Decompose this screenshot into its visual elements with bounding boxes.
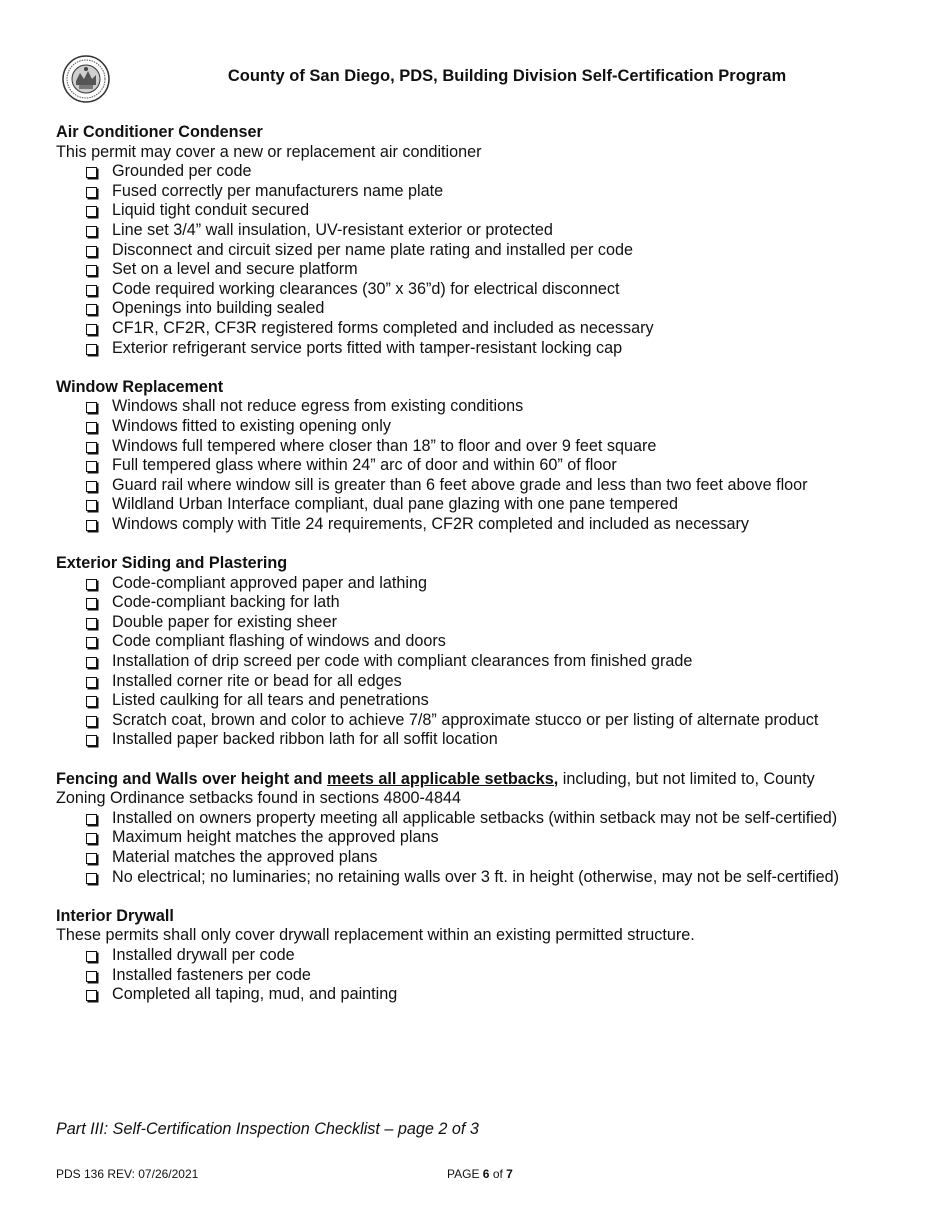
checklist-item-label: Double paper for existing sheer (112, 612, 337, 631)
section-title-interior-drywall: Interior Drywall (56, 906, 174, 925)
checkbox[interactable] (86, 579, 97, 590)
checkbox[interactable] (86, 677, 97, 688)
checkbox[interactable] (86, 833, 97, 844)
checklist-item (56, 476, 916, 496)
fencing-title-rest: including, but not limited to, County (558, 769, 815, 788)
checklist-item-label: Code-compliant approved paper and lathing (112, 573, 427, 592)
page-header-title: County of San Diego, PDS, Building Division Self-Certification Program (227, 67, 787, 85)
checklist-item (56, 515, 916, 535)
section-title-exterior-siding: Exterior Siding and Plastering (56, 554, 288, 573)
checklist-item-label: Installed drywall per code (112, 945, 295, 964)
checklist-item (56, 495, 916, 515)
checkbox[interactable] (86, 167, 97, 178)
checklist-item (56, 339, 916, 359)
page-label: PAGE (447, 1167, 483, 1181)
checklist-item (56, 182, 916, 202)
checklist-item-label: Openings into building sealed (112, 299, 325, 318)
checklist-interior-drywall (56, 946, 916, 1005)
checkbox[interactable] (86, 402, 97, 413)
checklist-item (56, 260, 916, 280)
checklist-item-label: Wildland Urban Interface compliant, dual pane glazing with one pane tempered (112, 495, 679, 514)
section-intro-air-conditioner: This permit may cover a new or replacement air conditioner (56, 142, 482, 161)
checkbox[interactable] (86, 481, 97, 492)
checklist-item-label: Liquid tight conduit secured (112, 201, 310, 220)
checklist-item (56, 397, 916, 417)
checklist-item (56, 221, 916, 241)
checklist-item-label: No electrical; no luminaries; no retaining walls over 3 ft. in height (otherwise, may not be self-certified) (112, 867, 839, 886)
checkbox[interactable] (86, 735, 97, 746)
section-intro-interior-drywall: These permits shall only cover drywall replacement within an existing permitted structure. (56, 926, 695, 945)
checkbox[interactable] (86, 324, 97, 335)
checklist-item-label: Installed on owners property meeting all applicable setbacks (within setback may not be self-certified) (112, 808, 838, 827)
checklist-item (56, 632, 916, 652)
checklist-item (56, 437, 916, 457)
fencing-title-bold: Fencing and Walls over height and (56, 769, 328, 788)
checkbox[interactable] (86, 873, 97, 884)
checkbox[interactable] (86, 951, 97, 962)
footer-page-number (447, 1167, 513, 1181)
checkbox[interactable] (86, 971, 97, 982)
checklist-item-label: Installation of drip screed per code with compliant clearances from finished grade (112, 652, 693, 671)
checkbox[interactable] (86, 990, 97, 1001)
checklist-item-label: Windows shall not reduce egress from existing conditions (112, 397, 524, 416)
checklist-item (56, 828, 916, 848)
checklist-item-label: Fused correctly per manufacturers name plate (112, 181, 444, 200)
checklist-item (56, 574, 916, 594)
checkbox[interactable] (86, 265, 97, 276)
checkbox[interactable] (86, 206, 97, 217)
checklist-item (56, 456, 916, 476)
checkbox[interactable] (86, 461, 97, 472)
page-current: 6 (482, 1167, 490, 1181)
checkbox[interactable] (86, 500, 97, 511)
checklist-item-label: Windows full tempered where closer than 18” to floor and over 9 feet square (112, 436, 657, 455)
checklist-item (56, 613, 916, 633)
checklist-item (56, 417, 916, 437)
checklist-item (56, 299, 916, 319)
checklist-item-label: Grounded per code (112, 162, 252, 181)
checklist-item (56, 162, 916, 182)
checkbox[interactable] (86, 344, 97, 355)
checklist-item-label: Installed corner rite or bead for all edges (112, 671, 402, 690)
checklist-item (56, 946, 916, 966)
checklist-window-replacement (56, 397, 916, 534)
page-of-label: of (489, 1167, 507, 1181)
checklist-item (56, 730, 916, 750)
checklist-fencing-walls (56, 809, 916, 887)
checklist-item-label: Windows comply with Title 24 requirements, CF2R completed and included as necessary (112, 514, 749, 533)
checklist-content (56, 123, 916, 1005)
checklist-item (56, 809, 916, 829)
checkbox[interactable] (86, 304, 97, 315)
checklist-item (56, 241, 916, 261)
checklist-item (56, 319, 916, 339)
section-title-window-replacement: Window Replacement (56, 377, 224, 396)
checklist-item-label: Scratch coat, brown and color to achieve 7/8” approximate stucco or per listing of alternate product (112, 710, 819, 729)
section-title-fencing-walls (56, 770, 916, 790)
checklist-item (56, 868, 916, 888)
checkbox[interactable] (86, 716, 97, 727)
checklist-item-label: Code-compliant backing for lath (112, 593, 340, 612)
checklist-item (56, 966, 916, 986)
checklist-item-label: Full tempered glass where within 24” arc of door and within 60” of floor (112, 456, 617, 475)
checkbox[interactable] (86, 696, 97, 707)
checklist-item-label: Completed all taping, mud, and painting (112, 985, 398, 1004)
checklist-item-label: Material matches the approved plans (112, 847, 378, 866)
checkbox[interactable] (86, 442, 97, 453)
checklist-item (56, 201, 916, 221)
checkbox[interactable] (86, 598, 97, 609)
checklist-item (56, 652, 916, 672)
checklist-item-label: Guard rail where window sill is greater than 6 feet above grade and less than two feet above floor (112, 475, 808, 494)
fencing-title-underline: meets all applicable setbacks, (327, 769, 559, 788)
checklist-item-label: Listed caulking for all tears and penetrations (112, 691, 429, 710)
checkbox[interactable] (86, 226, 97, 237)
section-title-air-conditioner: Air Conditioner Condenser (56, 123, 263, 141)
checklist-item (56, 593, 916, 613)
checkbox[interactable] (86, 285, 97, 296)
checklist-item (56, 691, 916, 711)
checklist-item-label: Exterior refrigerant service ports fitted with tamper-resistant locking cap (112, 338, 623, 357)
checklist-item-label: Code compliant flashing of windows and doors (112, 632, 446, 651)
checklist-item-label: Set on a level and secure platform (112, 260, 358, 279)
fencing-title-line2: Zoning Ordinance setbacks found in sections 4800-4844 (56, 789, 461, 808)
checklist-item (56, 672, 916, 692)
checkbox[interactable] (86, 853, 97, 864)
checkbox[interactable] (86, 637, 97, 648)
checkbox[interactable] (86, 618, 97, 629)
checklist-item (56, 985, 916, 1005)
checklist-item-label: CF1R, CF2R, CF3R registered forms completed and included as necessary (112, 318, 654, 337)
checklist-item-label: Line set 3/4” wall insulation, UV-resistant exterior or protected (112, 220, 553, 239)
page-total: 7 (506, 1167, 513, 1181)
checklist-item-label: Installed fasteners per code (112, 965, 311, 984)
checkbox[interactable] (86, 657, 97, 668)
checklist-item-label: Code required working clearances (30” x 36”d) for electrical disconnect (112, 279, 620, 298)
checkbox[interactable] (86, 520, 97, 531)
checklist-item-label: Disconnect and circuit sized per name plate rating and installed per code (112, 240, 633, 259)
footer-part-label: Part III: Self-Certification Inspection Checklist – page 2 of 3 (56, 1120, 479, 1138)
footer-form-revision: PDS 136 REV: 07/26/2021 (56, 1167, 199, 1181)
checklist-item-label: Installed paper backed ribbon lath for all soffit location (112, 730, 498, 749)
checklist-item-label: Windows fitted to existing opening only (112, 416, 391, 435)
checklist-air-conditioner (56, 162, 916, 358)
checkbox[interactable] (86, 422, 97, 433)
checkbox[interactable] (86, 187, 97, 198)
checklist-item-label: Maximum height matches the approved plans (112, 828, 439, 847)
checkbox[interactable] (86, 814, 97, 825)
checklist-item (56, 848, 916, 868)
checklist-item (56, 280, 916, 300)
checkbox[interactable] (86, 246, 97, 257)
checklist-item (56, 711, 916, 731)
checklist-exterior-siding (56, 574, 916, 750)
